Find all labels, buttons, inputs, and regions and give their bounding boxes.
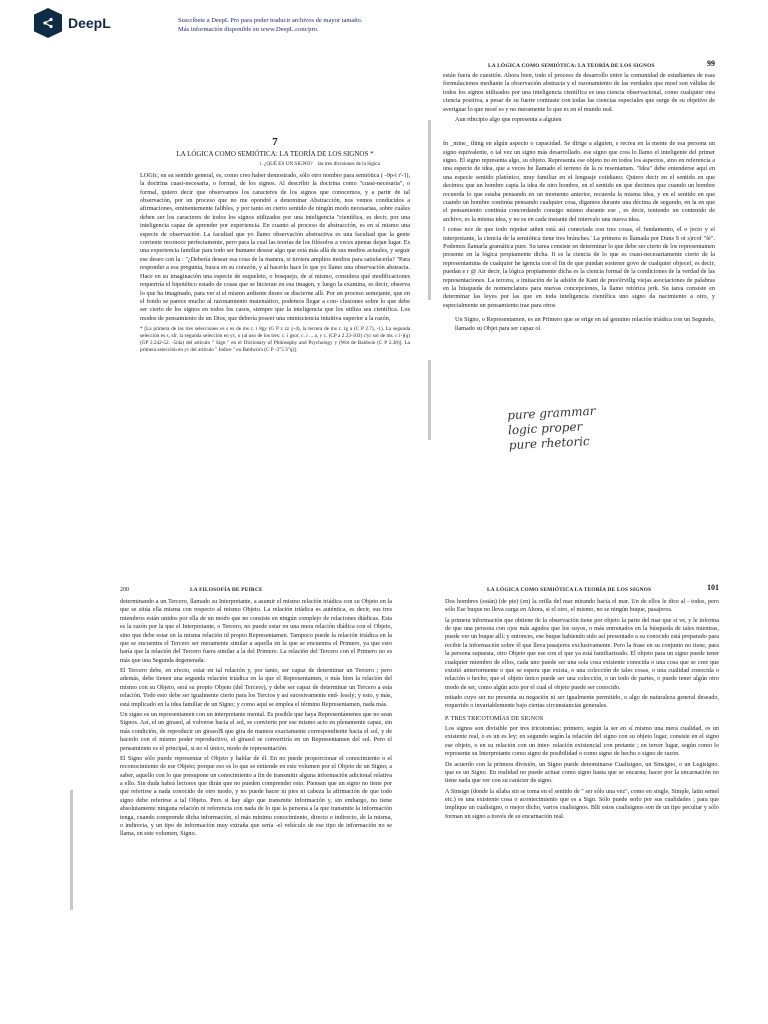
- section-heading: P. TRES TRICOTOMÍAS DE SIGNOS: [445, 714, 544, 722]
- chapter-title: LA LÓGICA COMO SEMIÓTICA: LA TEORÍA DE LOS SIGNOS *: [176, 150, 374, 159]
- running-head: LA FILOSOFÍA DE PEIRCE: [190, 587, 263, 593]
- paragraph: Un signo es un representamen con un interpretante mental. Es posible que haya Representámenes que no sean Signos. Así, el un girasol, al volverse hacia el sol, se convierte por ese mismo acto en plenamente capaz, sin más condición, de reproducir un girasol$ que gira de manera exactamente correspondiente hacia el sol, y de hacerlo con el mismo poder reproductivo, el girasol se convertiría en un Representamen del sol. Pero el pensamiento es el principal, si no el único, modo de representación.: [120, 710, 392, 752]
- paragraph: están fuera de cuestión. Ahora bien, todo el proceso de desarrollo entre la comunidad de estudiantes de esas formulaciones mediante la observación abstracta y el razonamiento de las verdades que mosf son válidas de todos los signos utilizados por una inteligencia científica es una ciencia observacional, como cualquier otra ciencia positiva, a pesar de su fuerte contraste con todas las ciencias especiales que surge de su objetivo de averiguar lo que mosf es y no meramente lo que es en el mundo real.: [443, 72, 715, 113]
- promo-link[interactable]: Más información disponible en www.DeepL.com/pro.: [178, 26, 319, 33]
- deepl-logo[interactable]: [34, 8, 111, 38]
- paragraph: Dos hombres (están) (de pie) (en) la orilla del mar mirando hacia el mar. Un de ellos le dice al - todos, pero sólo Ese buque no lleva carga en Ahora, si el otro, el mismo, no se ningún buque, pasajeros.: [445, 598, 719, 614]
- paragraph: la primera información que obtiene de la observación tiene por objeto la parte del mar que si ve, y le informa de que una persona con ojos más agudos que los suyos, o más entrenados en la búsqueda de tales mientras, puede ver un buque allí; y entonces, ese buque habiendo sido así presentado a su conocido está preparado para recibir la información sobre él que lleva pasajeros exclusivamente. Pero la frase en su conjunto no tiene, para la persona supuesta, otro Objeto que ese con el que ya está familiarizado. El objeto para un signo puede tener cualquier miembro de ellos, cada uno puede ser una sola cosa existente conocida o una cosa que se cree que existió anteriormente o que se espera que exista, o una colección de tales cosas, o una cualidad conocida o relación o hecho, que el objeto único puede ser una colección, o un todo de partes, o puede tener algún otro modo de ser, como algún acto por el cual el objeto puede ser conocido.: [445, 616, 719, 691]
- paragraph: El Tercero debe, en efecto, estar en tal relación y, por tanto, ser capaz de determinar un Tercero ; pero además, debe tienen una segunda relación triádica en la que el Representamen, o más bien la relación del mismo con su Objeto, será su propio Objeto (del Tercero), y debe ser capaz de determinar un Tercero a esta relación. Todo esto debe ser igualmente cierto para los Tercios y así sucesivamente end- lessly; y esto, y más, está implicado en la idea familiar de un Signo; y como aquí se emplea el término Representamen, nada más.: [120, 667, 392, 708]
- scan-margin-mark: [70, 790, 73, 910]
- running-head: LA LÓGICA COMO SEMIÓTICA LA TEORÍA DE LOS SIGNOS: [487, 587, 652, 593]
- section-heading: [140, 161, 410, 168]
- deepl-logo-icon: [34, 8, 62, 38]
- page-1: [140, 138, 410, 356]
- promo-text: [178, 16, 362, 34]
- paragraph: determinando a un Tercero, llamado su Interpretante, a asumir el mismo relación triádica con su Objeto en la que se sitúa ella misma con respecto al mismo Objeto. La relación triádica es auténtica, es decir, sus tres miembros están unidos por ella de un modo que no consiste en ningún complejo de relaciones diádicas. Esta es la razón por la que el Interpretante, o Tercero, no puede estar en una mera relación diádica con el Objeto, sino que debe estar en la misma relación id propio Representamen. Tampoco puede la relación triádica en la que se encuentra el Tercero ser meramente similar a aquella en la que se encuentra el Primero, ya que esto haría que la relación del Tercero fuera similar a la del Primero. La relación del Tercero con el Primero no es más que una Segunda degenerada.: [120, 598, 392, 664]
- paragraph: LOGIc, en su sentido general, es, como creo haber demostrado, sólo otro nombre para semiótica ( -9p-i r'-'i), la doctrina cuasi-necesaria, o formal, de los signos. Al describir la doctrina como "cuasi-necesaria", o formal, quiero decir que observamos los caracteres de los signos que conocemos, y a partir de tal observación, por un proceso que no me opondré a denominar Abstracción, nos vemos conducidos a afirmaciones, eminentemente falibles, y por tanto en cierto sentido de ningún modo necesarias, sobre cuáles deben ser los caracteres de todos los signos utilizados por una inteligencia "científica, es decir, por una inteligencia capaz de aprender por experiencia. En cuanto al proceso de abstracción, es en sí mismo una especie de observación. La facultad que yo llamo observación abstractiva es una facultad que la gente corriente reconoce perfectamente, pero para la cual las teorías de los filósofos a veces apenas dejan lugar. Es una experiencia familiar para todo ser humano desear algo que está más allá de sus medios actuales, y seguir ese deseo con la : "¿Debería desear esa cosa de la manera, si tuviera amplios medios para satisfacerla? "Para responder a esa pregunta, busca en su corazón, y al hacerlo hace lo que yo llamo una observación abstracta. Hace en su imaginación una especie de esqueleto, o bosquejo, de sí mismo, considera qué modificaciones requeriría el hipotético estado de cosas que se hicieran en esa imagen, y luego la examina, es decir, observa lo que ha imaginado, para ver si el mismo ardiente deseo se discierne allí. Por un proceso semejante, que en el fondo se parece mucho al razonamiento matemático, podemos llegar a con- clusiones sobre lo que debe ser cierto de los signos en todos los casos, siempre que la inteligencia que los utiliza sea científica. Los modos de pensamiento de un Dios, que debería poseer una omnisciencia intuitiva superior a la razón,: [140, 171, 410, 322]
- deepl-banner: [0, 0, 768, 48]
- page-number: 200: [120, 587, 129, 593]
- handwriting-line: logic proper: [507, 419, 583, 438]
- page-2: [443, 59, 715, 335]
- paragraph: Un Signo, o Representamen, es un Primero que se erige en tal genuino relación triádica con un Segundo, llamado su Objet para ser capaz ol: [455, 316, 715, 332]
- paragraph: mitado cuyo ser no presenta su negación ni ser igualmente permitido, o algo de naturaleza general deseado, requerido o invariablemente bajo ciertas circunstancias generales.: [445, 694, 719, 710]
- page-number: 99: [707, 59, 715, 68]
- page-header: [445, 583, 719, 598]
- page-4: [445, 583, 719, 823]
- page-number: 101: [707, 583, 719, 592]
- paragraph: A Sinsign (donde la sílaba sin se toma en el sentido de " ser sólo una vez", como en single, Simple, latin semel etc.) es una existente cosa o acontecimiento que es a Sign. Sólo puede serlo por sus cualidades ; para que implique un cualisigno, o mejor dicho, varios cualisignos. Bllt estos cualisignos son de un tipo peculiar y sólo forman un signo a través de su encarnación real.: [445, 787, 719, 820]
- chapter-number: 7: [272, 136, 278, 148]
- page-header: [120, 586, 392, 598]
- section-subtitle: las tres divisiones de la lógica: [317, 160, 380, 167]
- handwritten-annotation: [507, 404, 598, 454]
- page-header: [443, 59, 715, 72]
- handwriting-line: pure grammar: [506, 403, 596, 423]
- paragraph: Los signos son divisible por tres tricotomías; primero, según la ser en sí mismo una mera cualidad, es un existente real, o es un es ley; en segundo según la relación del signo con su objeto lugar, consiste en el signo ese objeto, o en su relación con un inter- relación existencial con pretante ; en tercer lugar, según como lo represente su Interpretante como signo de posibilidad o como signo de hecho o signo de razón.: [445, 725, 719, 758]
- paragraph: Aun rdncipio algo que representa a alguien: [455, 115, 562, 123]
- footnote: * [La primera de las tres selecciones es s es de ms c. i 8gy (G P z zz y-4), la tercera de ms c. ig a (C P 2.7), -1). La segunda selección es s, sfr, la segunda selección en yc, o (al uso de los tres: c. i gsor, c. i ... a, y c. (CP a 2.23-103) c'yr soi de ms. c i-)(q) (GP 2.242-52. -5i4a) del artículo " Sign " en el Dictionary of Philosophy and Psychology y (Wot de Baldwin (C P 2.30)]. La primera selección en yc del artículo " Indice " en Baldwin's (C P -3"5 3"q)].: [140, 326, 410, 354]
- deepl-brand-text: DeepL: [68, 15, 111, 31]
- paragraph: fn _mine_ thing en algún aspecto o capacidad. Se dirige a alguien, s recrea en la mente de esa persona un signo equivalente, o tal vez un signo más desarrollado. ese signo que crea lo llamo el inteligente del primer signo. El signo representa algo, su objeto. Representa ese objeto no en todos los aspectos, sino en referencia a una especie de idea, que a veces he llamado el terreno de la re resentamen. "Idea" debe entenderse aquí en una especie sentido platónico, muy familiar en el lenguaje cotidiano; Quiero decir en el sentido en que decimos que un hombre capta la idea de otro hombre, en el sentido en que decimos que cuando un hombre recuerda lo que estaba pensando en un momento anterior, recuerda la misma idea, y en el sentido en que cuando un hombre continúa pensando cualquier cosa, digamos durante una décima de segundo, en la en que el pensamiento continúa concordando consigo mismo durante ese , es decir, teniendo un contenido de archivo, es la misma idea, y no es en cada instante del intervalo una nueva idea.: [443, 140, 715, 223]
- paragraph: I conse nce de que todo repräse aiñen está así conectada con tres cosas, el fundamento, el o jecto y el interpretante, la ciencia de la semiótica tiene tres bránches.' La primera es llamada por Duns S ot s)rcof "fé". Podemos llamarla gramática pure. Su tarea consiste en determinar lo que debe ser cierto de los representamen presente en la lógica propiamente dicha. It es la ciencia de lo que es cuasi-necesariamente cierto de la representamina de cualquier he igencia con el fin de que puedan sostener govo de cualquier objecef, es decir, puedan e r @ Air decir, la lógica propiamente dicha es la ciencia formal de la condiciones de la verdad de las representaciones. La tercera, a imitación de la adsión de Kant de pres'érvillg viejas asociaciones de palabras en la búsqueda de nomenclatura para nuevas concepciones, la llamo retórica jerk. Su tarea consiste en determinar las leyes por las que en toda inteligencia científica uno signo da nacimiento a otro, y especialmente un pensamiento trae para otros: [443, 226, 715, 309]
- handwriting-line: pure rhetoric: [508, 434, 591, 453]
- running-head: LA LÓGICA COMO SEMIÓTICA: LA TEORÍA DE LOS SIGNOS: [488, 63, 655, 69]
- promo-line-1: Suscríbete a DeepL Pro para poder traducir archivos de mayor tamaño.: [178, 17, 363, 24]
- paragraph: El Signo sólo puede representar el Objeto y hablar de él. En no puede proporcionar el conocimiento o el reconocimiento de ese Objeto; porque eso es lo que se entiende en este volumen por el Objeto de un Signo; a saber, aquello con lo que presupone un conocimiento a fin de transmitir alguna información adicional relativa a ello. Sin duda habrá lectores que dirán que no pueden comprender esto. Piensan que un signo no tiene por qué referirse a nada conocido de otro modo, y no puede hacer ni pies ni cabeza la afirmación de que todo signo debe referirse a tal Objeto. Pero si hay algo que transmite información y, sin embargo, no tiene absolutamente ninguna relación ni referencia con nada de lo que la persona a la que transmite la información tenga, cuando comprende dicha información, el más mínimo conocimiento, directo o indirecto, de la misma, o indirecta, y un tipo de información muy extraña que sería -el vehículo de ese tipo de información no se llama, en este volumen, Signo.: [120, 754, 392, 838]
- paragraph: De acuerdo con la primera división, un Signo puede denominarse Cualisigno, un Sinsigno, o un Legisigno. que es un Signo. En realidad no puede actuar como signo hasta que se encarna; hacer por la encarnación no tiene nada que ver con su carácter de signo.: [445, 760, 719, 785]
- scan-margin-mark: [428, 360, 431, 440]
- section-title: i. ¿QUÉ ES UN SIGNO?: [260, 160, 313, 167]
- page-3: [120, 586, 392, 841]
- scan-margin-mark: [428, 120, 431, 300]
